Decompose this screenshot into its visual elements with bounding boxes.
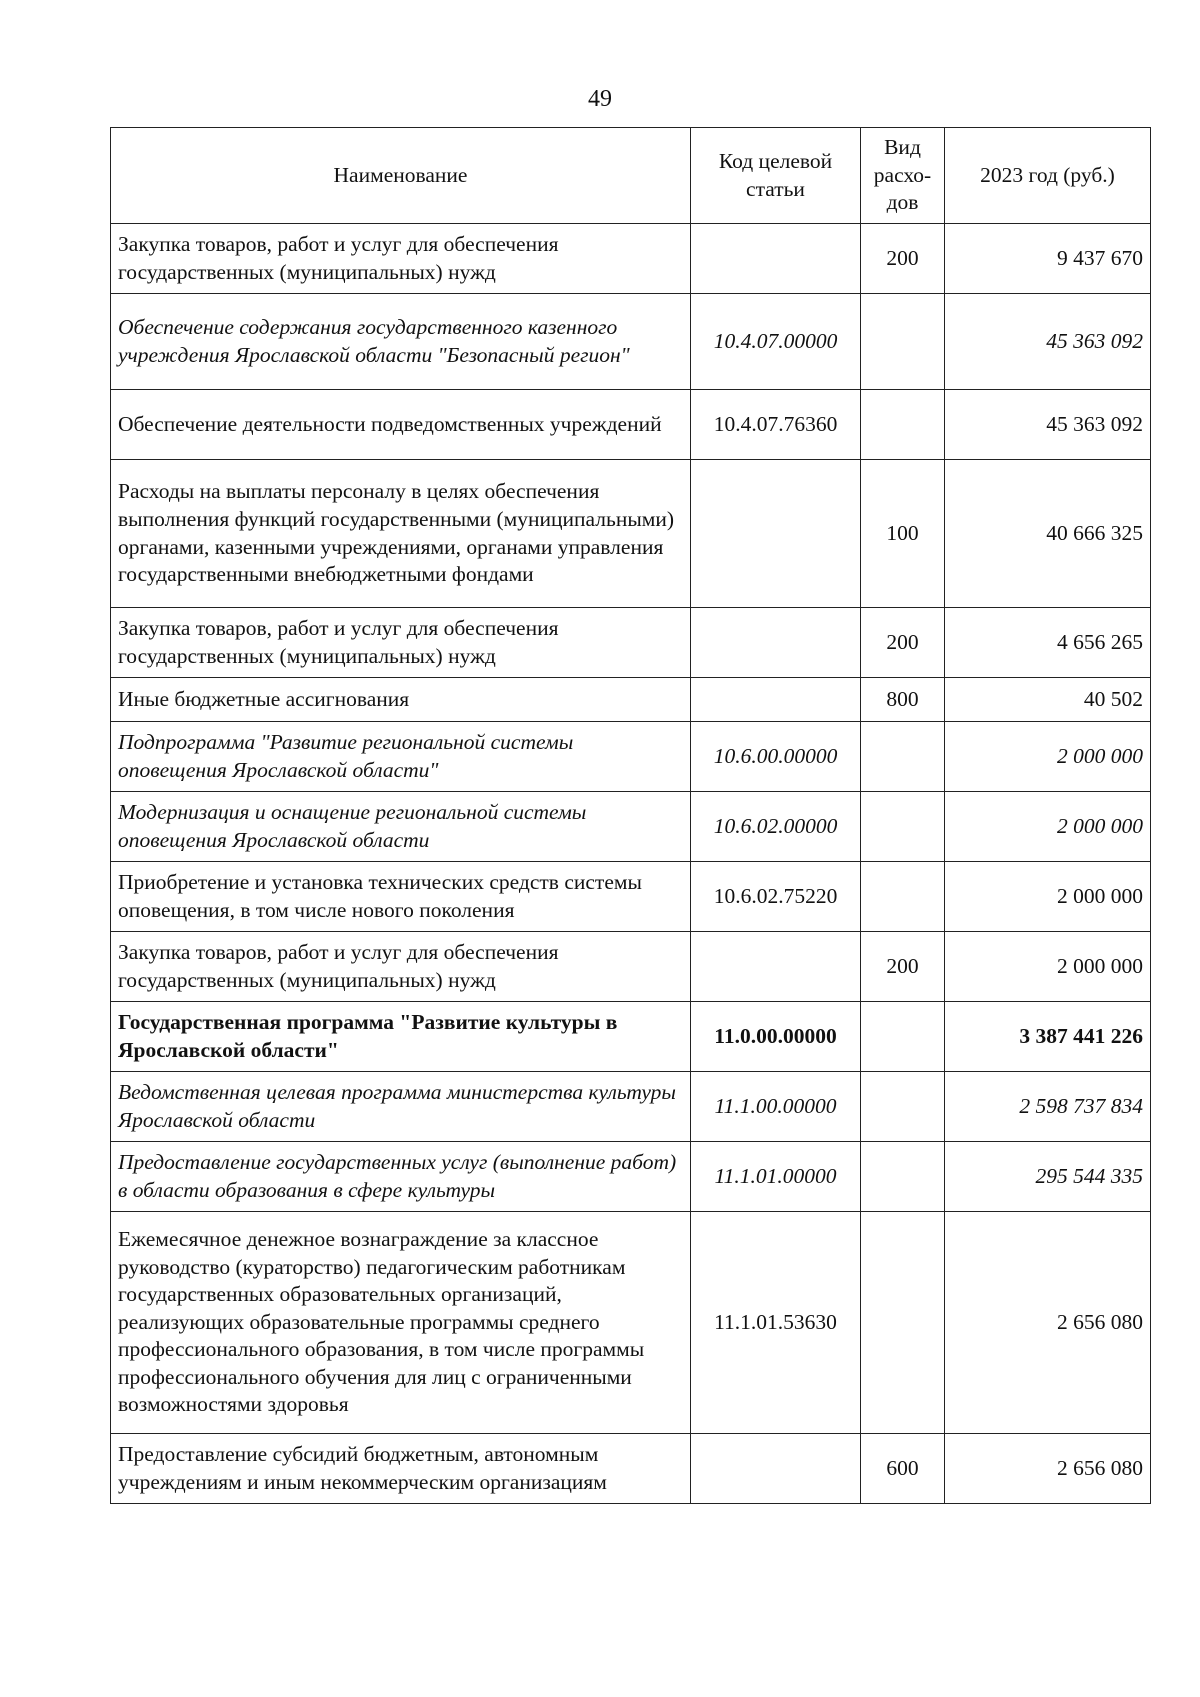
row-kind-cell xyxy=(861,1142,945,1212)
row-name-cell: Закупка товаров, работ и услуг для обеспечения государственных (муниципальных) нужд xyxy=(111,932,691,1002)
row-kind-cell: 200 xyxy=(861,932,945,1002)
table-row xyxy=(111,1002,1151,1072)
row-kind-cell: 200 xyxy=(861,224,945,294)
row-name-cell: Обеспечение деятельности подведомственных учреждений xyxy=(111,390,691,460)
row-sum-cell: 45 363 092 xyxy=(945,294,1151,390)
row-kind-cell: 800 xyxy=(861,678,945,722)
budget-table xyxy=(110,127,1151,1504)
table-row xyxy=(111,932,1151,1002)
row-name-cell: Ведомственная целевая программа министерства культуры Ярославской области xyxy=(111,1072,691,1142)
row-kind-cell: 200 xyxy=(861,608,945,678)
row-name-cell: Государственная программа "Развитие культуры в Ярославской области" xyxy=(111,1002,691,1072)
row-sum-cell: 9 437 670 xyxy=(945,224,1151,294)
row-name-cell: Предоставление субсидий бюджетным, автономным учреждениям и иным некоммерческим организациям xyxy=(111,1434,691,1504)
table-row xyxy=(111,792,1151,862)
row-kind-cell xyxy=(861,792,945,862)
table-row xyxy=(111,1212,1151,1434)
row-sum-cell: 40 666 325 xyxy=(945,460,1151,608)
header-code: Код целевой статьи xyxy=(691,128,861,224)
table-row xyxy=(111,1434,1151,1504)
row-name-cell: Предоставление государственных услуг (выполнение работ) в области образования в сфере культуры xyxy=(111,1142,691,1212)
table-row xyxy=(111,460,1151,608)
row-kind-cell xyxy=(861,1212,945,1434)
table-row xyxy=(111,1072,1151,1142)
table-row xyxy=(111,722,1151,792)
row-code-cell xyxy=(691,608,861,678)
row-code-cell xyxy=(691,1434,861,1504)
row-sum-cell: 45 363 092 xyxy=(945,390,1151,460)
row-name-cell: Расходы на выплаты персоналу в целях обеспечения выполнения функций государственными (муниципальными) органами, казенными учреждениями, органами управления государственными внебюджетными фондами xyxy=(111,460,691,608)
row-kind-cell xyxy=(861,1072,945,1142)
header-kind: Вид расхо-дов xyxy=(861,128,945,224)
table-body xyxy=(111,224,1151,1504)
row-name-cell: Ежемесячное денежное вознаграждение за классное руководство (кураторство) педагогическим работникам государственных образовательных организаций, реализующих образовательные программы среднего профессионального образования, в том числе программы профессионального обучения для лиц с ограниченными возможностями здоровья xyxy=(111,1212,691,1434)
row-name-cell: Обеспечение содержания государственного казенного учреждения Ярославской области "Безопасный регион" xyxy=(111,294,691,390)
row-sum-cell: 40 502 xyxy=(945,678,1151,722)
row-sum-cell: 2 656 080 xyxy=(945,1434,1151,1504)
row-code-cell: 10.6.00.00000 xyxy=(691,722,861,792)
header-sum: 2023 год (руб.) xyxy=(945,128,1151,224)
row-code-cell: 10.6.02.75220 xyxy=(691,862,861,932)
row-code-cell: 11.1.01.53630 xyxy=(691,1212,861,1434)
row-code-cell xyxy=(691,224,861,294)
row-code-cell: 11.1.01.00000 xyxy=(691,1142,861,1212)
row-name-cell: Модернизация и оснащение региональной системы оповещения Ярославской области xyxy=(111,792,691,862)
row-code-cell xyxy=(691,678,861,722)
row-sum-cell: 2 000 000 xyxy=(945,862,1151,932)
row-sum-cell: 2 656 080 xyxy=(945,1212,1151,1434)
row-kind-cell: 600 xyxy=(861,1434,945,1504)
page-number: 49 xyxy=(588,86,612,112)
row-name-cell: Приобретение и установка технических средств системы оповещения, в том числе нового поколения xyxy=(111,862,691,932)
row-code-cell xyxy=(691,932,861,1002)
row-kind-cell xyxy=(861,722,945,792)
row-sum-cell: 2 000 000 xyxy=(945,932,1151,1002)
row-kind-cell xyxy=(861,294,945,390)
row-kind-cell: 100 xyxy=(861,460,945,608)
table-row xyxy=(111,390,1151,460)
row-sum-cell: 3 387 441 226 xyxy=(945,1002,1151,1072)
row-code-cell: 10.6.02.00000 xyxy=(691,792,861,862)
table-row xyxy=(111,862,1151,932)
row-name-cell: Иные бюджетные ассигнования xyxy=(111,678,691,722)
table-row xyxy=(111,678,1151,722)
row-sum-cell: 2 000 000 xyxy=(945,792,1151,862)
row-code-cell: 11.1.00.00000 xyxy=(691,1072,861,1142)
table-row xyxy=(111,1142,1151,1212)
row-code-cell xyxy=(691,460,861,608)
row-sum-cell: 295 544 335 xyxy=(945,1142,1151,1212)
row-kind-cell xyxy=(861,1002,945,1072)
row-kind-cell xyxy=(861,862,945,932)
table-row xyxy=(111,294,1151,390)
row-kind-cell xyxy=(861,390,945,460)
table-header-row xyxy=(111,128,1151,224)
header-name: Наименование xyxy=(111,128,691,224)
row-sum-cell: 2 000 000 xyxy=(945,722,1151,792)
row-sum-cell: 2 598 737 834 xyxy=(945,1072,1151,1142)
table-row xyxy=(111,224,1151,294)
row-code-cell: 10.4.07.00000 xyxy=(691,294,861,390)
row-code-cell: 10.4.07.76360 xyxy=(691,390,861,460)
row-name-cell: Подпрограмма "Развитие региональной системы оповещения Ярославской области" xyxy=(111,722,691,792)
row-name-cell: Закупка товаров, работ и услуг для обеспечения государственных (муниципальных) нужд xyxy=(111,224,691,294)
row-code-cell: 11.0.00.00000 xyxy=(691,1002,861,1072)
row-sum-cell: 4 656 265 xyxy=(945,608,1151,678)
row-name-cell: Закупка товаров, работ и услуг для обеспечения государственных (муниципальных) нужд xyxy=(111,608,691,678)
table-row xyxy=(111,608,1151,678)
